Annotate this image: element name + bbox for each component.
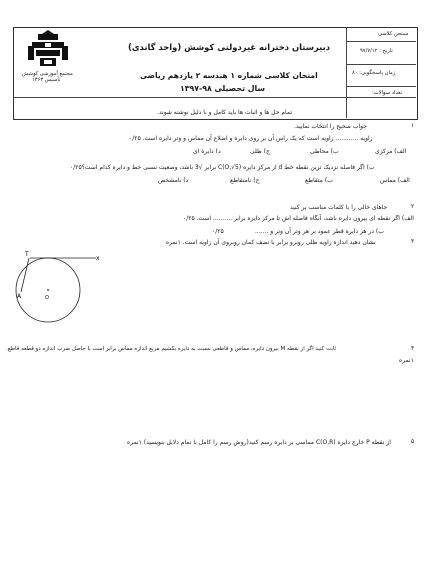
q3-text: نشان دهید اندازه زاویه ظلی روبرو برابر با نصف کمان روبروی آن زاویه است. ۱نمره [166,239,376,246]
instruction-text: تمام حل ها و اثبات ها باید کامل و با دلیل نوشته شوند. [157,109,293,116]
logo-caption-2: تأسیس ۱۳۶۳ [32,77,61,83]
exam-date: تاریخ : ۹۷/۷/۱۲ [360,48,393,54]
q3-tangent-figure [8,248,118,338]
q1b-option-3: ج) نامتقاطع [230,177,260,184]
figure-chord [21,258,29,292]
school-title: دبیرستان دخترانه غیردولتی کوشش (واحد گاندی) [128,42,331,52]
q2b-score: ۰/۲۵ [212,228,224,235]
q1a-option-4: د) دایره ای [193,148,221,155]
q1-intro: جواب صحیح را انتخاب نمایید. [294,123,367,130]
duration-label: زمان پاسخگویی: ۸۰ [352,70,396,76]
header-row-line-1 [346,41,416,42]
q1b-option-2: ب) متقاطع [305,177,333,184]
q4-score: ۱نمره [399,357,414,364]
q2-number: ۲ [411,203,415,210]
q5-text: از نقطه P خارج دایره C(O,R) مماسی بر دایره رسم کنید(روش رسم را کامل با تمام دلایل بنویسید) ۱نمره [127,439,391,446]
school-logo [20,30,76,83]
academic-year: سال تحصیلی ۹۸-۱۳۹۷ [180,84,266,93]
header-row-line-3 [346,86,416,87]
exam-title: امتحان کلاسی شماره ۱ هندسه ۲ یازدهم ریاضی [140,71,318,80]
q2-intro: جاهای خالی را با کلمات مناسب پر کنید [290,204,388,211]
figure-label-X: x [96,255,100,262]
q1a-option-3: ج) ظلی [250,148,270,155]
header-row-line-2 [346,64,416,65]
figure-label-A: A [17,293,22,300]
q3-number: ۳ [411,238,415,245]
q1a-option-1: الف) مرکزی [375,148,407,155]
logo-caption-1: مجتمع آموزشی کوشش [22,71,73,77]
q2a-text: الف) اگر نقطه ای بیرون دایره باشد، آنگاه فاصله اش تا مرکز دایره برابر .......... است. ۰/۲۵ [183,215,414,222]
figure-label-T: T [25,251,29,258]
questions-count-label: تعداد سوالات: [372,90,403,96]
q1b-option-4: د) نامشخص [158,177,189,184]
q2b-text: ب) در هر دایره قطر عمود بر هر وتر آن وتر و ....... [255,228,384,235]
q1a-text: زاویه ............ زاویه است که یک راس آن بر روی دایره و اضلاع آن مماس و وتر دایره است. ۰/۲۵ [129,135,373,142]
figure-center-point [47,289,49,291]
q4-number: ۴ [411,345,415,352]
q1b-text: ب) اگر فاصله نزدیک ترین نقطه خط d از مرکز دایره C(O,√5) برابر √3 باشد، وضعیت نسبی خط و دایره کدام است؟۰/۲۵ [70,164,375,171]
examiner-label: ممتحن کلاسی [378,31,409,37]
q5-number: ۵ [411,438,415,445]
q1a-option-2: ب) محاطی [310,148,339,155]
school-logo-icon [20,30,76,72]
q4-text: ثابت کنید اگر از نقطه M بیرون دایره، مماس و قاطعی نسبت به دایره بکشیم مربع اندازه مماس برابر است با حاصل ضرب اندازه دو قطعه قاطع. [6,346,337,352]
q1b-option-1: الف) مماس [380,177,410,184]
header-row-line-4 [13,97,416,98]
q1-number: ۱ [411,122,415,129]
figure-label-O: O [45,295,49,301]
